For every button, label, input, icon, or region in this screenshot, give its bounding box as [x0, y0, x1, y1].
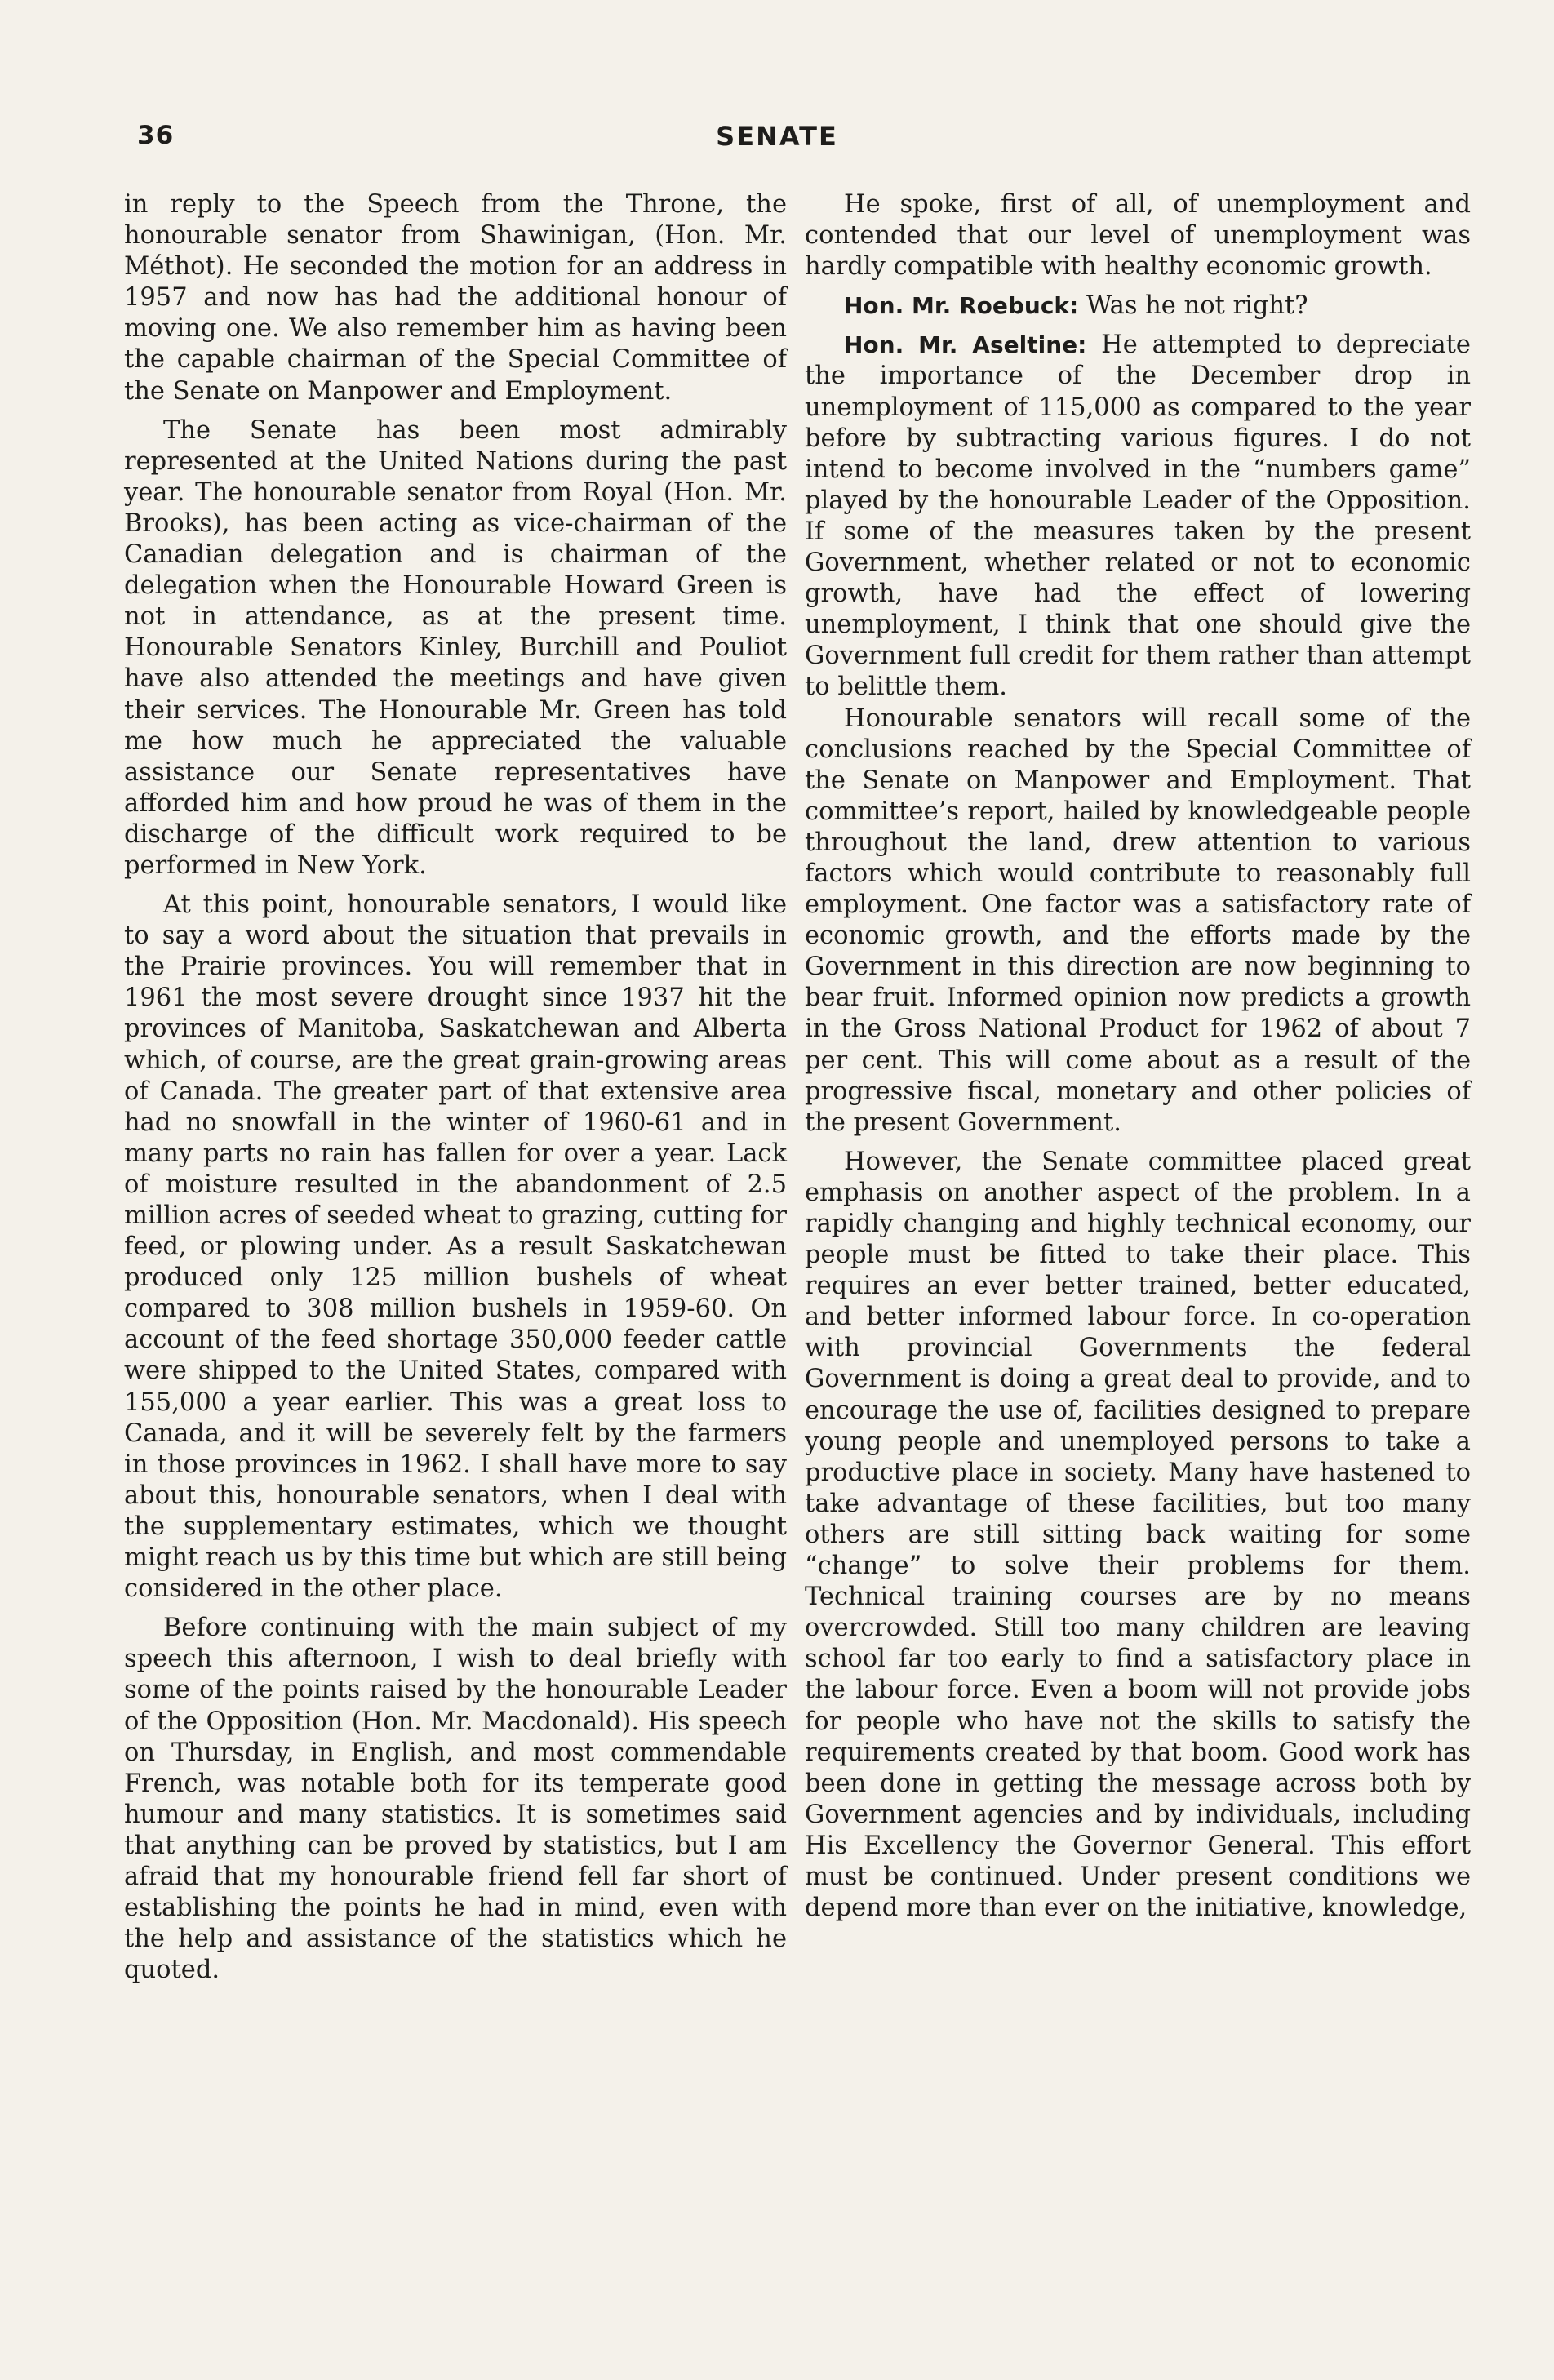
paragraph: Honourable senators will recall some of the conclusions reached by the Special Committee of the Senate on Manpower and Employment. That committee’s report, hailed by knowledgeable people throughout the land, drew attention to various factors which would contribute to reasonably full employment. One factor was a satisfactory rate of economic growth, and the efforts made by the Government in this direction are now beginning to bear fruit. Informed opinion now predicts a growth in the Gross National Product for 1962 of about 7 per cent. This will come about as a result of the progressive fiscal, monetary and other policies of the present Government. — [805, 704, 1471, 1137]
paragraph: Before continuing with the main subject of my speech this afternoon, I wish to deal briefly with some of the points raised by the honourable Leader of the Opposition (Hon. Mr. Macdonald). His speech on Thursday, in English, and most commendable French, was notable both for its temperate good humour and many statistics. It is sometimes said that anything can be proved by statistics, but I am afraid that my honourable friend fell far short of establishing the points he had in mind, even with the help and assistance of the statistics which he quoted. — [124, 1614, 787, 1985]
speaker-name: Hon. Mr. Aseltine: — [844, 331, 1087, 359]
running-head-title: SENATE — [716, 121, 838, 152]
paragraph: He spoke, first of all, of unemployment and contended that our level of unemployment was hardly compatible with healthy economic growth. — [805, 190, 1471, 282]
left-column — [124, 189, 787, 1986]
speech-text: He attempted to depreciate the importance of the December drop in unemployment of 115,000 as compared to the year before by subtracting various figures. I do not intend to become involved in the “numbers game” played by the honourable Leader of the Opposition. If some of the measures taken by the present Government, whether related or not to economic growth, have had the effect of lowering unemployment, I think that one should give the Government full credit for them rather than attempt to belittle them. — [805, 331, 1471, 702]
paragraph: At this point, honourable senators, I would like to say a word about the situation that prevails in the Prairie provinces. You will remember that in 1961 the most severe drought since 1937 hit the provinces of Manitoba, Saskatchewan and Alberta which, of course, are the great grain-growing areas of Canada. The greater part of that extensive area had no snowfall in the winter of 1960-61 and in many parts no rain has fallen for over a year. Lack of moisture resulted in the abandonment of 2.5 million acres of seeded wheat to grazing, cutting for feed, or plowing under. As a result Saskatchewan produced only 125 million bushels of wheat compared to 308 million bushels in 1959-60. On account of the feed shortage 350,000 feeder cattle were shipped to the United States, compared with 155,000 a year earlier. This was a great loss to Canada, and it will be severely felt by the farmers in those provinces in 1962. I shall have more to say about this, honourable senators, when I deal with the supplementary estimates, which we thought might reach us by this time but which are still being considered in the other place. — [124, 890, 787, 1604]
speech-paragraph — [805, 330, 1471, 703]
paragraph: The Senate has been most admirably represented at the United Nations during the past year. The honourable senator from Royal (Hon. Mr. Brooks), has been acting as vice-chairman of the Canadian delegation and is chairman of the delegation when the Honourable Howard Green is not in attendance, as at the present time. Honourable Senators Kinley, Burchill and Pouliot have also attended the meetings and have given their services. The Honourable Mr. Green has told me how much he appreciated the valuable assistance our Senate representatives have afforded him and how proud he was of them in the discharge of the difficult work required to be performed in New York. — [124, 415, 787, 880]
paragraph: However, the Senate committee placed great emphasis on another aspect of the problem. In a rapidly changing and highly technical economy, our people must be fitted to take their place. This requires an ever better trained, better educated, and better informed labour force. In co-operation with provincial Governments the federal Government is doing a great deal to provide, and to encourage the use of, facilities designed to prepare young people and unemployed persons to take a productive place in society. Many have hastened to take advantage of these facilities, but too many others are still sitting back waiting for some “change” to solve their problems for them. Technical training courses are by no means overcrowded. Still too many children are leaving school far too early to find a satisfactory place in the labour force. Even a boom will not provide jobs for people who have not the skills to satisfy the requirements created by that boom. Good work has been done in getting the message across both by Government agencies and by individuals, including His Excellency the Governor General. This effort must be continued. Under present conditions we depend more than ever on the initiative, knowledge, — [805, 1147, 1471, 1923]
page-number: 36 — [137, 121, 175, 150]
speech-text: Was he not right? — [1086, 291, 1308, 321]
paragraph: in reply to the Speech from the Throne, the honourable senator from Shawinigan, (Hon. Mr. Méthot). He seconded the motion for an address in 1957 and now has had the additional honour of moving one. We also remember him as having been the capable chairman of the Special Committee of the Senate on Manpower and Employment. — [124, 190, 787, 406]
speech-paragraph — [805, 291, 1471, 322]
right-column — [805, 189, 1471, 1924]
speaker-name: Hon. Mr. Roebuck: — [844, 292, 1079, 320]
